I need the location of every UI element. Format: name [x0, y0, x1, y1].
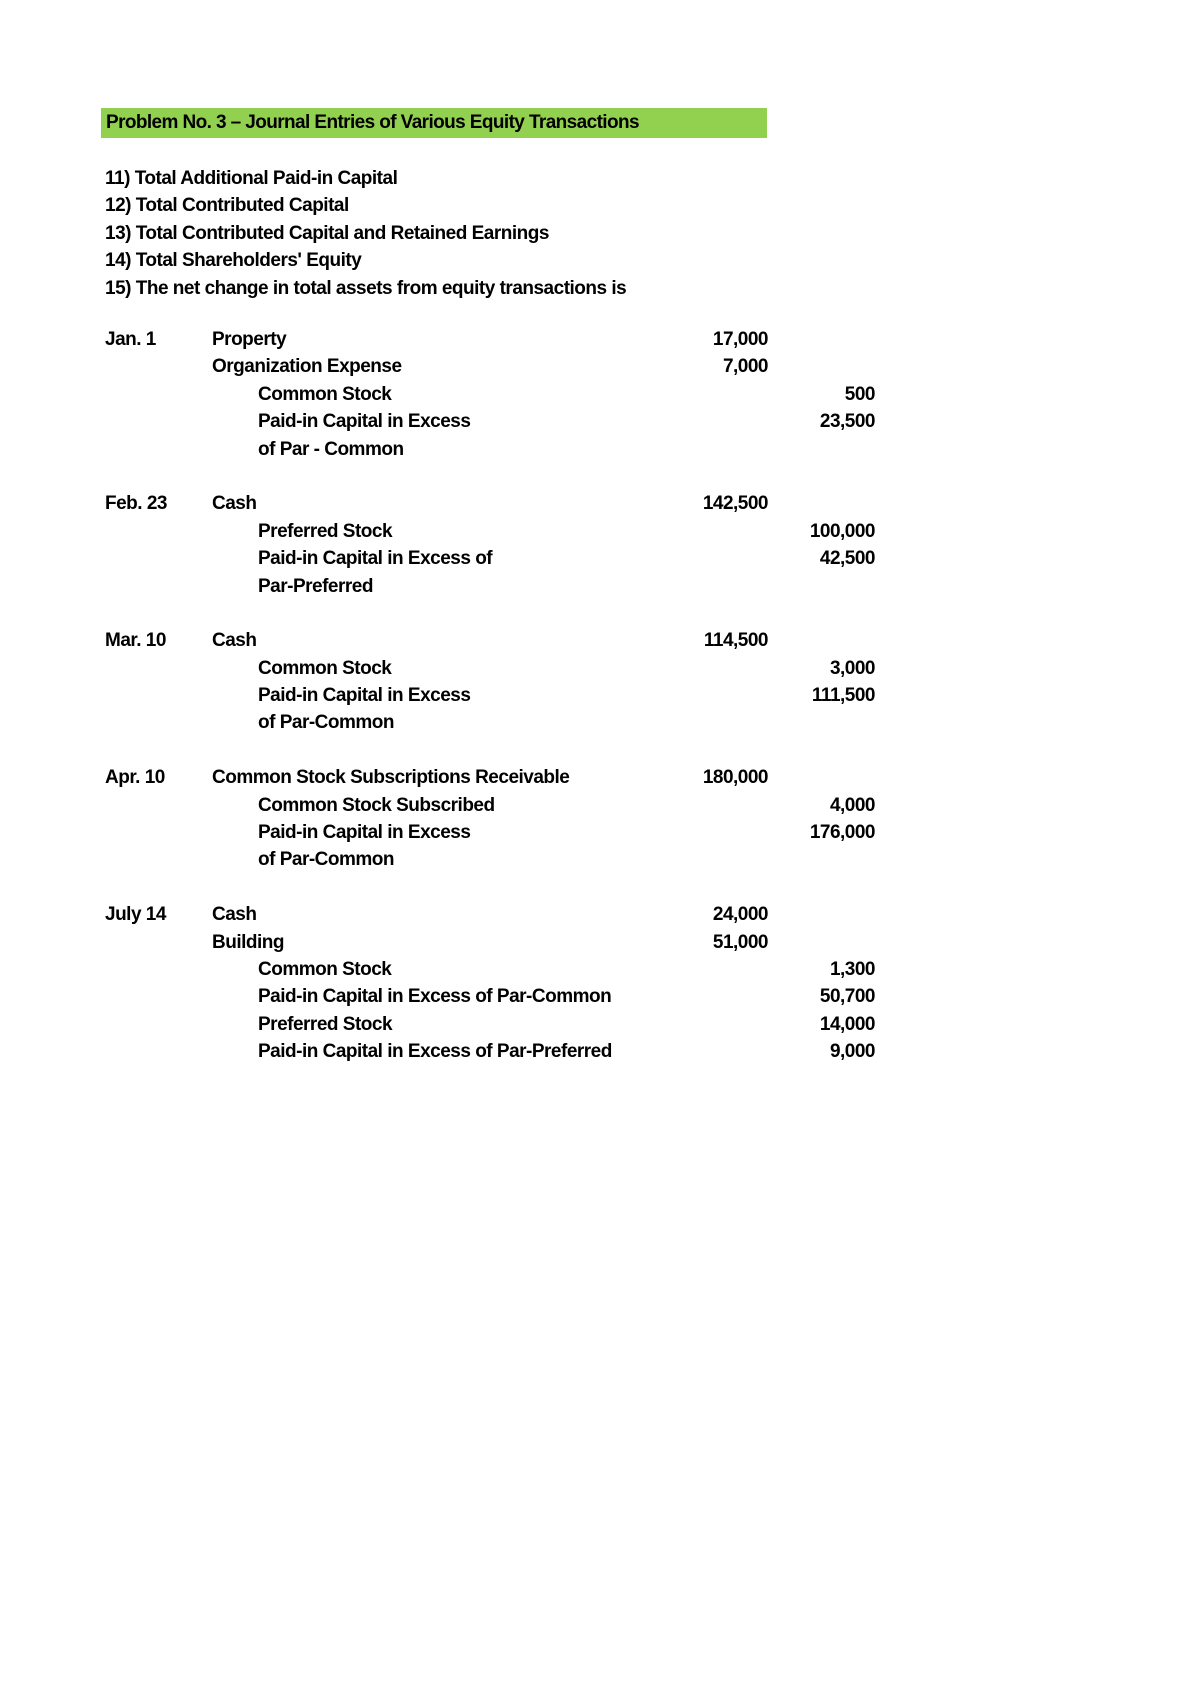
credit-amount: 4,000 — [829, 794, 875, 816]
journal-line — [105, 329, 875, 356]
journal-line — [105, 576, 875, 603]
account-name: Preferred Stock — [258, 1013, 393, 1035]
journal-line — [105, 712, 875, 739]
account-name: Paid-in Capital in Excess — [258, 685, 471, 707]
account-name: Cash — [212, 904, 257, 926]
credit-amount: 50,700 — [819, 986, 875, 1008]
debit-amount: 17,000 — [712, 329, 768, 350]
credit-amount: 100,000 — [809, 520, 875, 542]
account-name: Common Stock Subscribed — [258, 794, 495, 816]
journal-line — [105, 795, 875, 822]
credit-amount: 176,000 — [809, 822, 875, 844]
journal-line — [105, 986, 875, 1013]
journal-line — [105, 521, 875, 548]
debit-amount: 142,500 — [702, 493, 768, 515]
question-item: 14) Total Shareholders' Equity — [105, 250, 362, 272]
debit-amount: 180,000 — [702, 767, 768, 789]
credit-amount: 111,500 — [811, 685, 875, 707]
journal-line — [105, 849, 875, 876]
journal-entries — [105, 329, 875, 1096]
account-name: of Par-Common — [258, 712, 394, 734]
journal-line — [105, 904, 875, 931]
questions-list — [105, 165, 626, 302]
journal-line — [105, 1014, 875, 1041]
journal-line — [105, 1041, 875, 1068]
journal-line — [105, 959, 875, 986]
credit-amount: 9,000 — [829, 1041, 875, 1063]
entry-date: July 14 — [105, 904, 166, 926]
journal-entry — [105, 904, 875, 1068]
journal-entry — [105, 493, 875, 603]
journal-line — [105, 767, 875, 794]
debit-amount: 24,000 — [712, 904, 768, 926]
journal-line — [105, 685, 875, 712]
journal-line — [105, 384, 875, 411]
journal-line — [105, 493, 875, 520]
credit-amount: 1,300 — [829, 958, 875, 980]
account-name: Cash — [212, 493, 257, 515]
journal-line — [105, 439, 875, 466]
question-item: 13) Total Contributed Capital and Retained Earnings — [105, 222, 549, 244]
entry-date: Apr. 10 — [105, 767, 165, 789]
account-name: Paid-in Capital in Excess of Par-Common — [258, 986, 612, 1008]
question-item: 12) Total Contributed Capital — [105, 195, 349, 217]
credit-amount: 3,000 — [829, 657, 875, 679]
account-name: Par-Preferred — [258, 575, 373, 597]
journal-line — [105, 548, 875, 575]
account-name: of Par-Common — [258, 849, 394, 871]
account-name: Paid-in Capital in Excess of — [258, 548, 493, 570]
entry-date: Mar. 10 — [105, 630, 166, 652]
problem-title: Problem No. 3 – Journal Entries of Various Equity Transactions — [101, 108, 767, 138]
journal-entry — [105, 630, 875, 740]
journal-entry — [105, 329, 875, 466]
journal-line — [105, 658, 875, 685]
entry-date: Jan. 1 — [105, 329, 156, 350]
credit-amount: 14,000 — [819, 1013, 875, 1035]
credit-amount: 42,500 — [819, 548, 875, 570]
credit-amount: 500 — [844, 383, 875, 405]
account-name: Common Stock — [258, 958, 392, 980]
account-name: Paid-in Capital in Excess — [258, 411, 471, 433]
account-name: of Par - Common — [258, 438, 404, 460]
journal-line — [105, 822, 875, 849]
account-name: Paid-in Capital in Excess — [258, 822, 471, 844]
question-item: 15) The net change in total assets from equity transactions is — [105, 277, 627, 299]
account-name: Cash — [212, 630, 257, 652]
journal-line — [105, 411, 875, 438]
debit-amount: 51,000 — [712, 931, 768, 953]
journal-line — [105, 630, 875, 657]
debit-amount: 7,000 — [722, 356, 768, 378]
journal-entry — [105, 767, 875, 877]
account-name: Common Stock — [258, 657, 392, 679]
journal-line — [105, 356, 875, 383]
account-name: Organization Expense — [212, 356, 402, 378]
account-name: Property — [212, 329, 287, 350]
account-name: Common Stock — [258, 383, 392, 405]
debit-amount: 114,500 — [703, 630, 768, 652]
entry-date: Feb. 23 — [105, 493, 167, 515]
account-name: Building — [212, 931, 284, 953]
journal-line — [105, 932, 875, 959]
account-name: Preferred Stock — [258, 520, 393, 542]
account-name: Paid-in Capital in Excess of Par-Preferred — [258, 1041, 612, 1063]
account-name: Common Stock Subscriptions Receivable — [212, 767, 570, 789]
question-item: 11) Total Additional Paid-in Capital — [105, 168, 398, 189]
credit-amount: 23,500 — [819, 411, 875, 433]
